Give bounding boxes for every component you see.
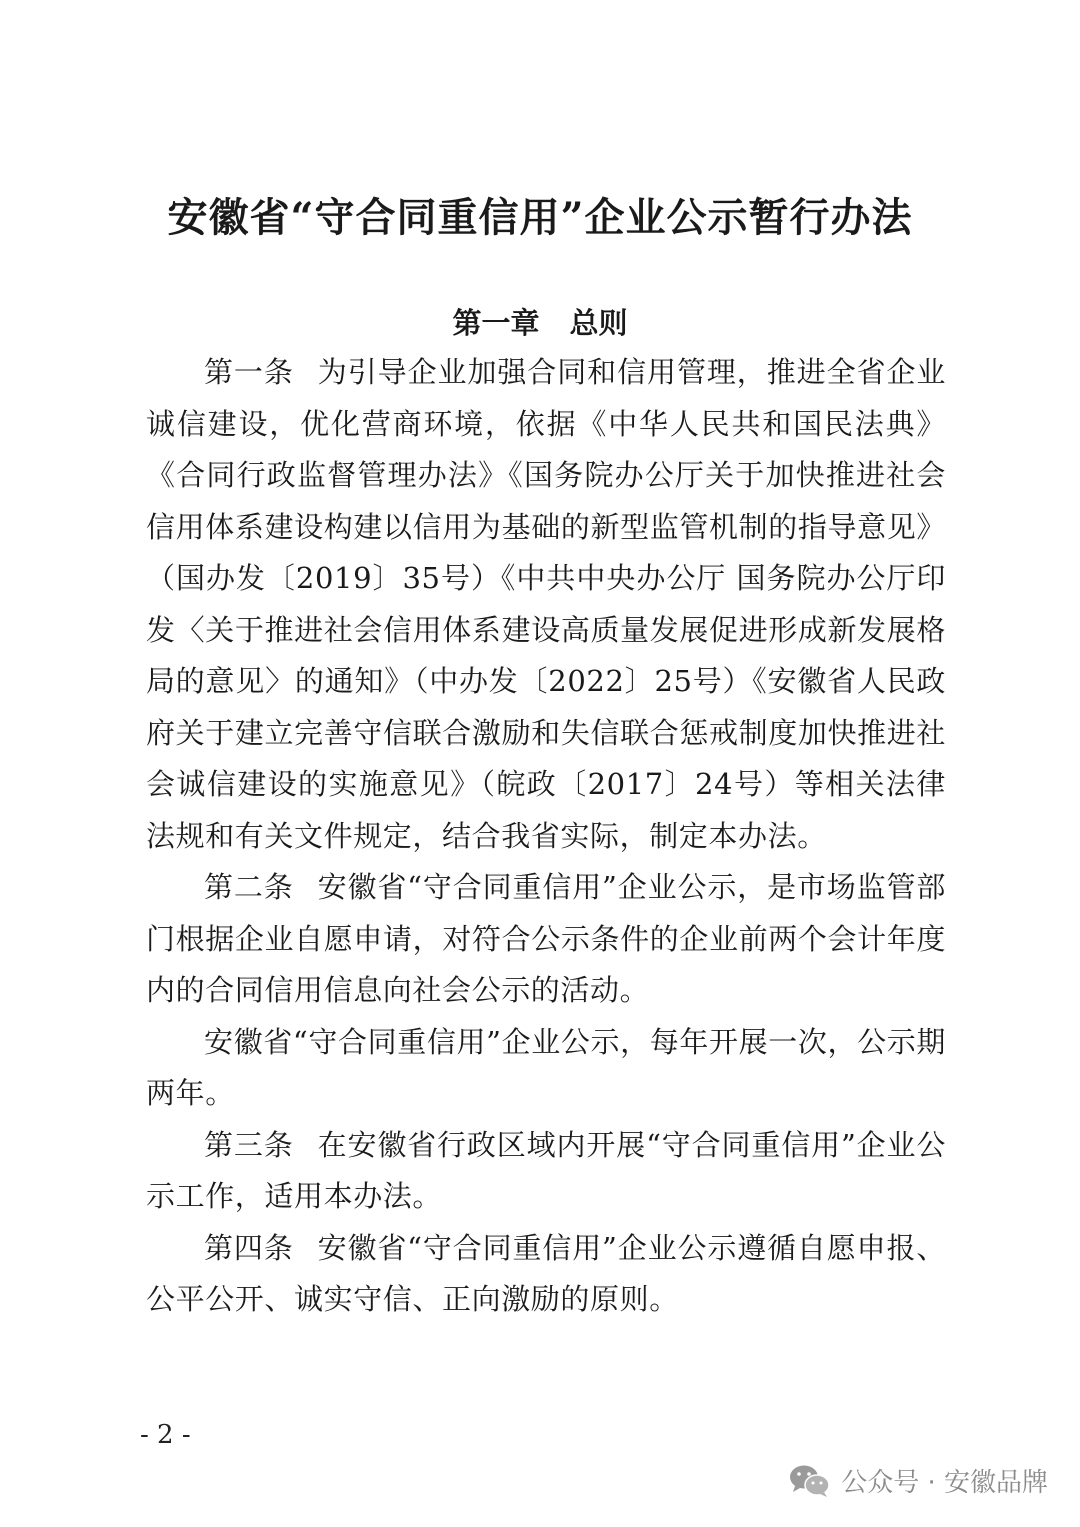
article-text: 安徽省“守合同重信用”企业公示，是市场监管部门根据企业自愿申请，对符合公示条件的企业前两个会计年度内的合同信用信息向社会公示的活动。 <box>146 870 946 1007</box>
article-3 <box>146 1120 946 1223</box>
chapter-heading <box>0 300 1080 346</box>
article-text: 安徽省“守合同重信用”企业公示，每年开展一次，公示期两年。 <box>146 1024 946 1110</box>
document-body <box>146 347 946 1326</box>
article-number: 第四条 <box>204 1230 294 1265</box>
document-title: 安徽省“守合同重信用”企业公示暂行办法 <box>167 194 913 241</box>
watermark-text: 公众号 · 安徽品牌 <box>841 1468 1048 1498</box>
article-number: 第三条 <box>204 1127 294 1162</box>
wechat-watermark <box>789 1462 1048 1499</box>
article-4 <box>146 1223 946 1326</box>
article-text: 安徽省“守合同重信用”企业公示遵循自愿申报、公平公开、诚实守信、正向激励的原则。 <box>146 1230 946 1316</box>
article-number: 第二条 <box>204 870 294 904</box>
article-2-paragraph-2 <box>146 1017 946 1120</box>
article-2 <box>146 862 946 1017</box>
chapter-number: 第一章 <box>452 306 540 340</box>
chapter-name: 总则 <box>569 306 628 340</box>
article-text: 为引导企业加强合同和信用管理，推进全省企业诚信建设，优化营商环境，依据《中华人民共和国民法典》《合同行政监督管理办法》《国务院办公厅关于加快推进社会信用体系建设构建以信用为基础的新型监管机制的指导意见》（国办发〔2019〕35号）《中共中央办公厅 国务院办公厅印发〈关于推进社会信用体系建设高质量发展促进形成新发展格局的意见〉的通知》（中办发〔2022〕25号）《安徽省人民政府关于建立完善守信联合激励和失信联合惩戒制度加快推进社会诚信建设的实施意见》（皖政〔2017〕24号）等相关法律法规和有关文件规定，结合我省实际，制定本办法。 <box>146 355 946 853</box>
wechat-icon <box>789 1464 831 1498</box>
article-text: 在安徽省行政区域内开展“守合同重信用”企业公示工作，适用本办法。 <box>146 1127 946 1213</box>
page-number: - 2 - <box>140 1420 191 1450</box>
article-number: 第一条 <box>204 355 294 389</box>
article-1 <box>146 347 946 862</box>
